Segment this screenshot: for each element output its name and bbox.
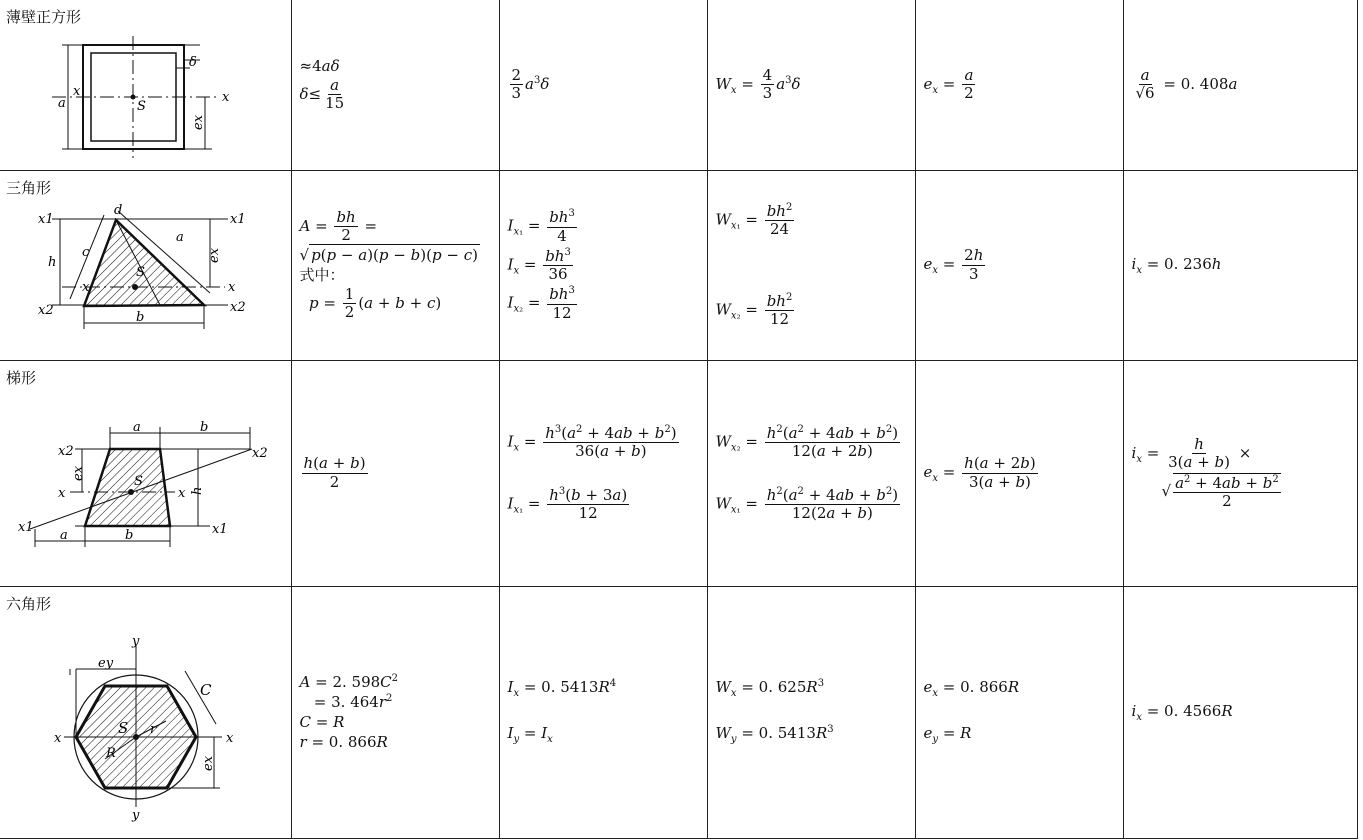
- label-ey: ey: [98, 655, 114, 671]
- table-row: [0, 0, 1357, 170]
- label-x1-left: x1: [18, 519, 34, 535]
- label-x-right: x: [222, 90, 230, 105]
- label-x2-left: x2: [38, 302, 54, 318]
- centroid-cell: $e_x$ = $\frac{2h}{3}$: [915, 170, 1123, 360]
- centroid-cell: $e_x$ = $\frac{h(a + 2b)}{3(a + b)}$: [915, 360, 1123, 586]
- modulus-cell: $W_{x_2}$ = $\frac{h^2(a^2 + 4ab + b^2)}{12(a + 2b)}$ $W_{x_1}$ = $\frac{h^2(a^2 + 4ab + b^2)}{12(2a + b)}$: [707, 360, 915, 586]
- area-cell: $\frac{h(a + b)}{2}$: [291, 360, 499, 586]
- label-x-left: x: [58, 485, 66, 501]
- label-x-right: x: [226, 730, 234, 746]
- gyration-cell: $i_x = 0$. 4566R: [1123, 586, 1357, 838]
- centroid-cell: $e_x = 0$. 866R $e_y = R$: [915, 586, 1123, 838]
- modulus-cell: $W_{x_1}$ = $\frac{bh^2}{24}$ $W_{x_2}$ = $\frac{bh^2}{12}$: [707, 170, 915, 360]
- label-y-top: y: [132, 633, 140, 649]
- label-a-bottom: a: [60, 527, 68, 543]
- label-x1-right: x1: [212, 521, 228, 537]
- triangle-diagram: [0, 171, 290, 361]
- label-h: h: [190, 486, 205, 495]
- label-S: S: [136, 264, 145, 280]
- label-x2-right: x2: [230, 299, 246, 315]
- label-x1-right: x1: [230, 211, 246, 227]
- shape-name: 六角形: [6, 594, 52, 613]
- label-b-top: b: [200, 419, 209, 435]
- table-row: [0, 170, 1357, 360]
- gyration-cell: $i_x = 0$. 236h: [1123, 170, 1357, 360]
- label-x2-left: x2: [58, 443, 74, 459]
- label-R: R: [106, 745, 116, 761]
- label-b: b: [136, 309, 145, 325]
- shape-name: 三角形: [6, 178, 52, 197]
- label-a: a: [58, 96, 66, 111]
- label-x1-left: x1: [38, 211, 54, 227]
- label-ex: ex: [207, 247, 222, 263]
- label-delta: δ: [189, 55, 197, 70]
- label-C: C: [200, 680, 212, 699]
- label-ex: ex: [201, 755, 216, 771]
- label-S: S: [137, 99, 146, 114]
- label-ex: ex: [191, 114, 206, 130]
- gyration-cell: $\frac{a}{√6}$ = 0. 408a: [1123, 0, 1357, 170]
- label-x-left: x: [54, 730, 62, 746]
- centroid-cell: $e_x$ = $\frac{a}{2}$: [915, 0, 1123, 170]
- label-S: S: [134, 473, 143, 489]
- label-h: h: [48, 254, 57, 270]
- inertia-cell: $\frac{2}{3}$ $a^3\delta$: [499, 0, 707, 170]
- label-x-left: x: [73, 84, 81, 99]
- inertia-cell: $I_{x_1}$ = $\frac{bh^3}{4}$ $I_x$ = $\frac{bh^3}{36}$ $I_{x_2}$ = $\frac{bh^3}{12}$: [499, 170, 707, 360]
- modulus-cell: $W_x = 0$. $625R^3$ $W_y = 0$. $5413R^3$: [707, 586, 915, 838]
- thin-square-diagram: [0, 0, 290, 170]
- area-cell: A = $\frac{bh}{2}$ = √ p(p − a)(p − b)(p − c) 式中： p = $\frac{1}{2}$ (a + b + c): [291, 170, 499, 360]
- table-row: [0, 360, 1357, 586]
- label-d: d: [114, 202, 123, 218]
- label-b-bottom: b: [125, 527, 134, 543]
- shape-name: 梯形: [6, 368, 37, 387]
- modulus-cell: $W_x$ = $\frac{4}{3}$ $a^3\delta$: [707, 0, 915, 170]
- trapezoid-diagram: [0, 361, 290, 587]
- shape-cell: [0, 0, 291, 170]
- label-c: c: [82, 244, 90, 260]
- gyration-cell: $i_x$ = $\frac{h}{3(a + b)}$ × √ $\frac{a^2 + 4ab + b^2}{2}$: [1123, 360, 1357, 586]
- label-S: S: [118, 718, 129, 737]
- label-x-right: x: [178, 485, 186, 501]
- label-r: r: [150, 721, 157, 737]
- hexagon-diagram: [0, 587, 290, 839]
- label-a-top: a: [133, 419, 141, 435]
- area-cell: ≈4aδ δ≤ $\frac{a}{15}$: [291, 0, 499, 170]
- inertia-cell: $I_x = 0$. $5413R^4$ $I_y = I_x$: [499, 586, 707, 838]
- label-y-bottom: y: [132, 807, 140, 823]
- label-ex: ex: [71, 465, 86, 481]
- shape-cell: [0, 170, 291, 360]
- shape-name: 薄壁正方形: [6, 8, 82, 26]
- table-row: [0, 586, 1357, 838]
- note-label: 式中：: [299, 266, 345, 284]
- label-x2-right: x2: [252, 445, 268, 461]
- shape-cell: [0, 360, 291, 586]
- shape-cell: [0, 586, 291, 838]
- area-cell: A = 2. $598C^2$ = 3. $464r^2$ C = R r = 0. 866R: [291, 586, 499, 838]
- label-x-left: x: [82, 279, 90, 295]
- label-x-right: x: [228, 279, 236, 295]
- inertia-cell: $I_x$ = $\frac{h^3(a^2 + 4ab + b^2)}{36(a + b)}$ $I_{x_1}$ = $\frac{h^3(b + 3a)}{12}$: [499, 360, 707, 586]
- label-a: a: [176, 229, 184, 245]
